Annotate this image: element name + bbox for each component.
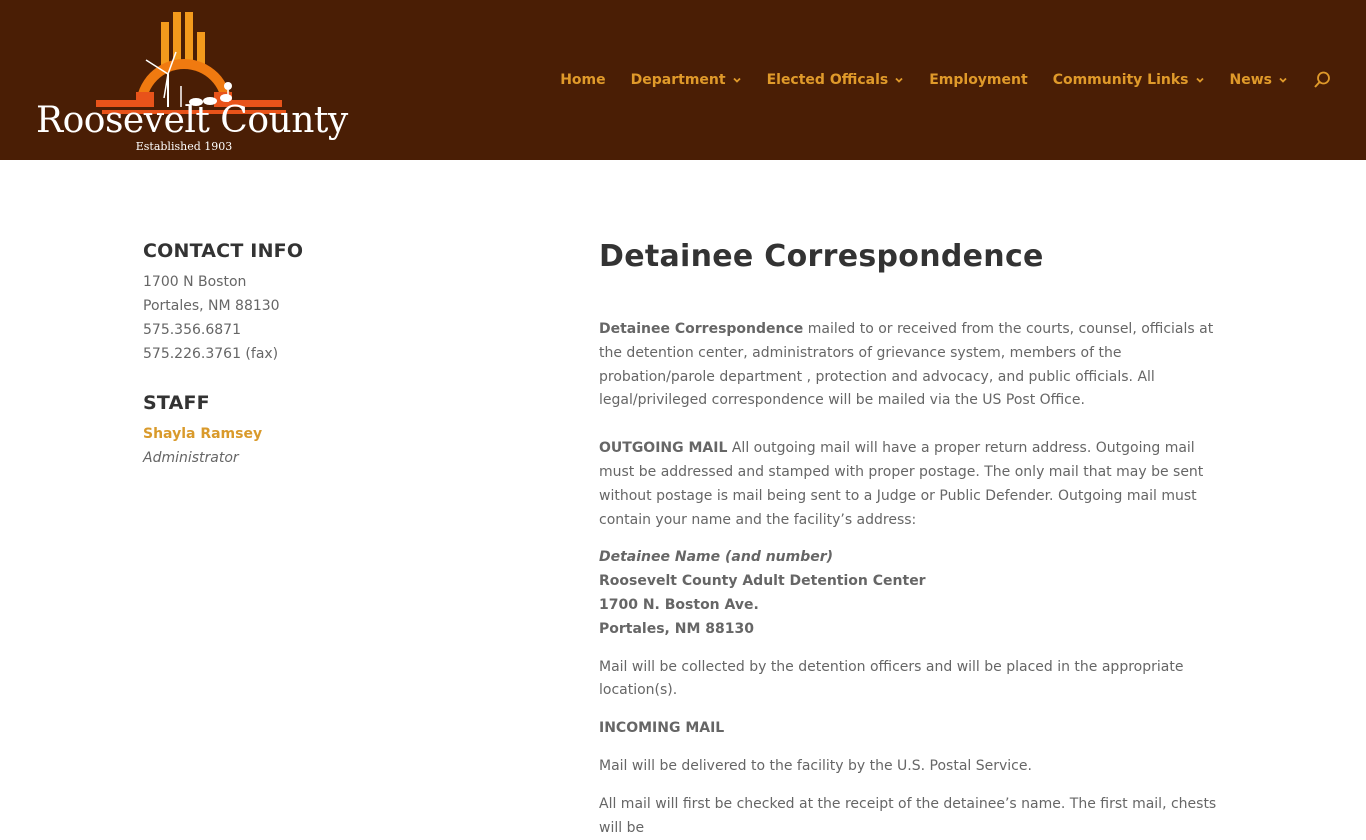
contact-info-heading: CONTACT INFO — [143, 240, 304, 262]
delivery-paragraph: Mail will be delivered to the facility by the U.S. Postal Service. — [599, 757, 1032, 774]
search-icon[interactable] — [1312, 70, 1332, 90]
nav-item-label: News — [1229, 72, 1272, 88]
contact-phone: 575.356.6871 — [143, 322, 241, 338]
outgoing-mail-heading: OUTGOING MAIL — [599, 440, 728, 457]
staff-heading: STAFF — [143, 392, 210, 414]
nav-item-news[interactable] — [1230, 72, 1288, 88]
address-city: Portales, NM 88130 — [599, 620, 754, 637]
intro-paragraph — [599, 318, 1229, 413]
nav-item-employment[interactable] — [929, 72, 1027, 88]
staff-role: Administrator — [143, 450, 239, 466]
page-title: Detainee Correspondence — [599, 239, 1044, 274]
intro-text: mailed to or received from the courts, counsel, officials at the detention center, administrators of grievance system, members of the probation/parole department , protection and advocacy, and public officials. All legal/privileged correspondence will be mailed via the US Post Office. — [599, 321, 1214, 409]
logo-established: Established 1903 — [135, 140, 233, 153]
logo-county-name: Roosevelt County — [36, 100, 348, 141]
nav-item-label: Home — [560, 72, 606, 88]
main-content — [599, 238, 1229, 840]
nav-item-label: Community Links — [1052, 72, 1189, 88]
mailing-address-block — [599, 546, 1229, 641]
nav-item-department[interactable] — [631, 72, 742, 88]
contact-fax: 575.226.3761 (fax) — [143, 346, 279, 362]
nav-item-label: Employment — [929, 72, 1028, 88]
sidebar — [143, 238, 473, 470]
nav-item-label: Department — [630, 72, 726, 88]
incoming-mail-heading: INCOMING MAIL — [599, 720, 725, 737]
address-facility-name: Roosevelt County Adult Detention Center — [599, 573, 926, 590]
address-street: 1700 N. Boston Ave. — [599, 596, 759, 613]
chevron-down-icon — [1278, 75, 1288, 85]
main-navigation — [560, 68, 1332, 92]
mail-check-paragraph: All mail will first be checked at the receipt of the detainee’s name. The first mail, chests will be — [599, 795, 1217, 836]
nav-item-home[interactable] — [560, 72, 605, 88]
roosevelt-county-logo[interactable] — [36, 12, 348, 154]
site-header — [0, 0, 1366, 160]
contact-address-line: 1700 N Boston — [143, 274, 247, 290]
chevron-down-icon — [894, 75, 904, 85]
contact-info-block — [143, 270, 473, 366]
address-detainee-name: Detainee Name (and number) — [599, 549, 834, 566]
chevron-down-icon — [732, 75, 742, 85]
contact-city-line: Portales, NM 88130 — [143, 298, 280, 314]
collection-paragraph: Mail will be collected by the detention officers and will be placed in the appropriate location(s). — [599, 658, 1184, 699]
chevron-down-icon — [1195, 75, 1205, 85]
nav-item-label: Elected Officals — [766, 72, 889, 88]
nav-item-elected-officals[interactable] — [767, 72, 905, 88]
outgoing-mail-paragraph — [599, 437, 1229, 532]
staff-name-link[interactable]: Shayla Ramsey — [143, 426, 263, 442]
intro-bold-lead: Detainee Correspondence — [599, 321, 804, 337]
nav-item-community-links[interactable] — [1053, 72, 1205, 88]
outgoing-mail-text: All outgoing mail will have a proper return address. Outgoing mail must be addressed and stamped with proper postage. The only mail that may be sent without postage is mail being sent to a Judge or Public Defender. Outgoing mail must contain your name and the facility’s address: — [599, 440, 1204, 528]
